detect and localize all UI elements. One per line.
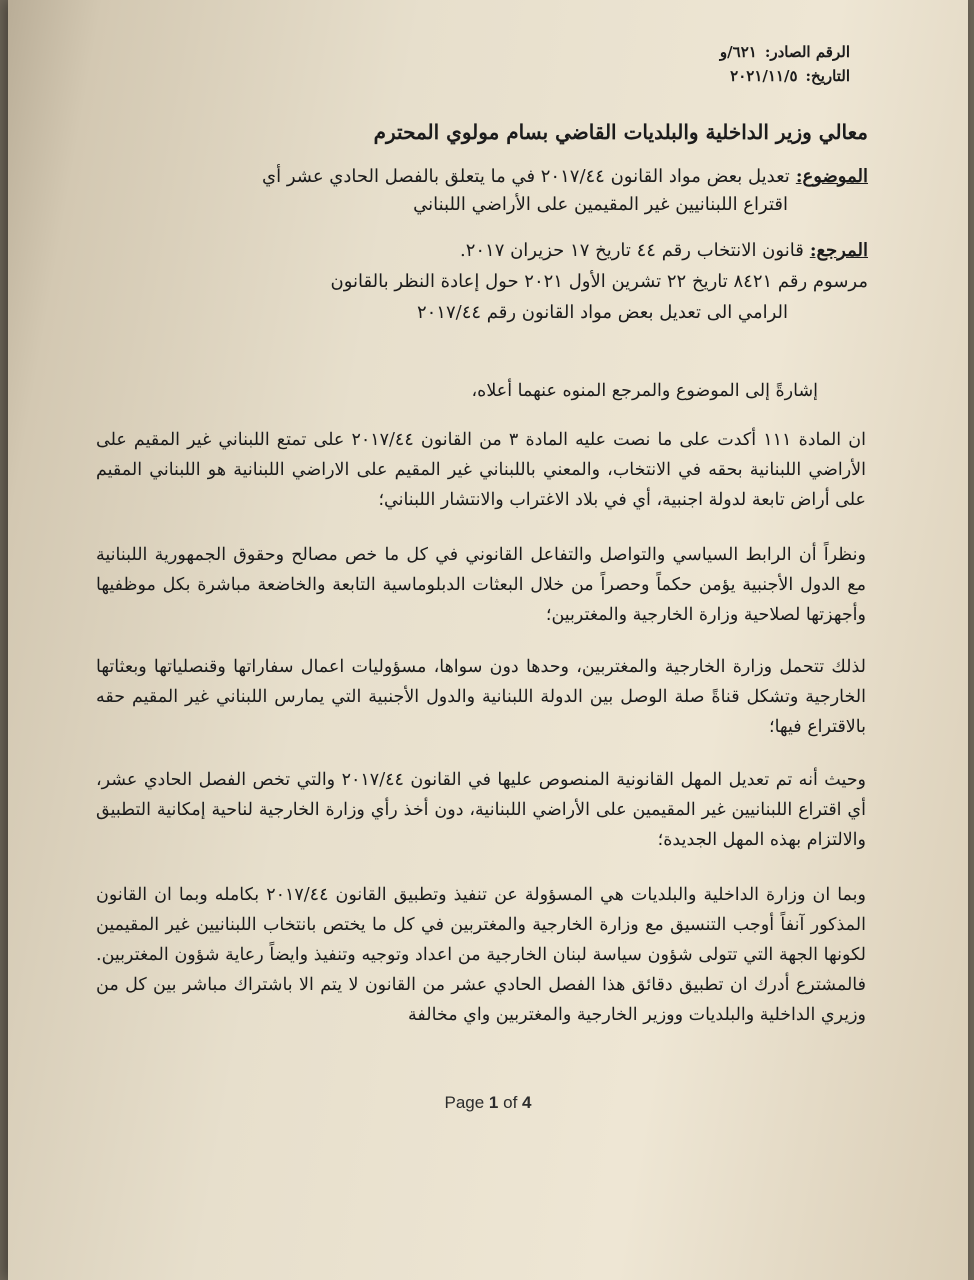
issue-number-value: ٦٢١/و (719, 43, 757, 61)
reference-block (148, 235, 868, 328)
body-paragraph-1: ان المادة ١١١ أكدت على ما نصت عليه المادة ٣ من القانون ٢٠١٧/٤٤ على تمتع اللبناني غير المقيم على الأراضي اللبنانية بحقه في الانتخاب، والمعني باللبناني غير المقيم على الاراضي اللبنانية هو اللبناني المقيم على أراض تابعة لدولة اجنبية، أي في بلاد الاغتراب والانتشار اللبناني؛ (96, 430, 866, 510)
reference-text-1: قانون الانتخاب رقم ٤٤ تاريخ ١٧ حزيران ٢٠١٧. (459, 240, 804, 261)
subject-line-2: اقتراع اللبنانيين غير المقيمين على الأراضي اللبناني (413, 194, 788, 215)
document-reference-block (712, 40, 850, 88)
reference-line-2: مرسوم رقم ٨٤٢١ تاريخ ٢٢ تشرين الأول ٢٠٢١ حول إعادة النظر بالقانون (330, 271, 868, 292)
subject-text-1: تعديل بعض مواد القانون ٢٠١٧/٤٤ في ما يتعلق بالفصل الحادي عشر أي (262, 166, 790, 187)
document-page (8, 0, 968, 1280)
date-label: التاريخ: (805, 67, 850, 85)
page-total: 4 (522, 1093, 532, 1112)
page-number-footer (8, 1093, 968, 1113)
salutation-heading: معالي وزير الداخلية والبلديات القاضي بسام مولوي المحترم (373, 120, 868, 144)
subject-label: الموضوع: (795, 166, 868, 187)
subject-block (148, 163, 868, 219)
intro-paragraph: إشارةً إلى الموضوع والمرجع المنوه عنهما أعلاه، (471, 381, 818, 401)
body-paragraph-3: لذلك تتحمل وزارة الخارجية والمغتربين، وحدها دون سواها، مسؤوليات اعمال سفاراتها وقنصلياتها وبعثاتها الخارجية وتشكل قناةً صلة الوصل بين الدولة اللبنانية والدول الأجنبية التي يمارس اللبناني غير المقيم حقه بالاقتراع فيها؛ (96, 657, 866, 737)
reference-line-3: الرامي الى تعديل بعض مواد القانون رقم ٢٠١٧/٤٤ (416, 302, 788, 323)
date-value: ٢٠٢١/١١/٥ (730, 67, 798, 85)
page-word: Page (444, 1093, 485, 1112)
date-line (712, 64, 850, 88)
subject-line-1 (148, 163, 868, 191)
body-paragraph-2: ونظراً أن الرابط السياسي والتواصل والتفاعل القانوني في كل ما خص مصالح وحقوق الجمهورية اللبنانية مع الدول الأجنبية يؤمن حكماً وحصراً من خلال البعثات الدبلوماسية التابعة والخاضعة مباشرة بكل موظفيها وأجهزتها لصلاحية وزارة الخارجية والمغتربين؛ (96, 545, 866, 625)
issue-number-label: الرقم الصادر: (764, 43, 850, 61)
of-word: of (503, 1093, 518, 1112)
body-paragraph-4: وحيث أنه تم تعديل المهل القانونية المنصوص عليها في القانون ٢٠١٧/٤٤ والتي تخص الفصل الحادي عشر، أي اقتراع اللبنانيين غير المقيمين على الأراضي اللبنانية، دون أخذ رأي وزارة الخارجية لناحية إمكانية التطبيق والالتزام بهذه المهل الجديدة؛ (96, 770, 867, 850)
reference-line-1 (148, 235, 868, 266)
issue-number-line (712, 40, 850, 64)
body-paragraph-5: وبما ان وزارة الداخلية والبلديات هي المسؤولة عن تنفيذ وتطبيق القانون ٢٠١٧/٤٤ بكامله وبما ان القانون المذكور آنفاً أوجب التنسيق مع وزارة الخارجية والمغتربين في كل ما يختص بانتخاب اللبنانيين غير المقيمين لكونها الجهة التي تتولى شؤون سياسة لبنان الخارجية من اعداد وتوجيه وتنفيذ وايضاً رعاية شؤون المغتربين. فالمشترع أدرك ان تطبيق دقائق هذا الفصل الحادي عشر من القانون لا يتم الا باشتراك مباشر بين كل من وزيري الداخلية والبلديات ووزير الخارجية والمغتربين واي مخالفة (96, 885, 866, 1025)
reference-label: المرجع: (809, 240, 868, 261)
page-current: 1 (488, 1093, 499, 1112)
